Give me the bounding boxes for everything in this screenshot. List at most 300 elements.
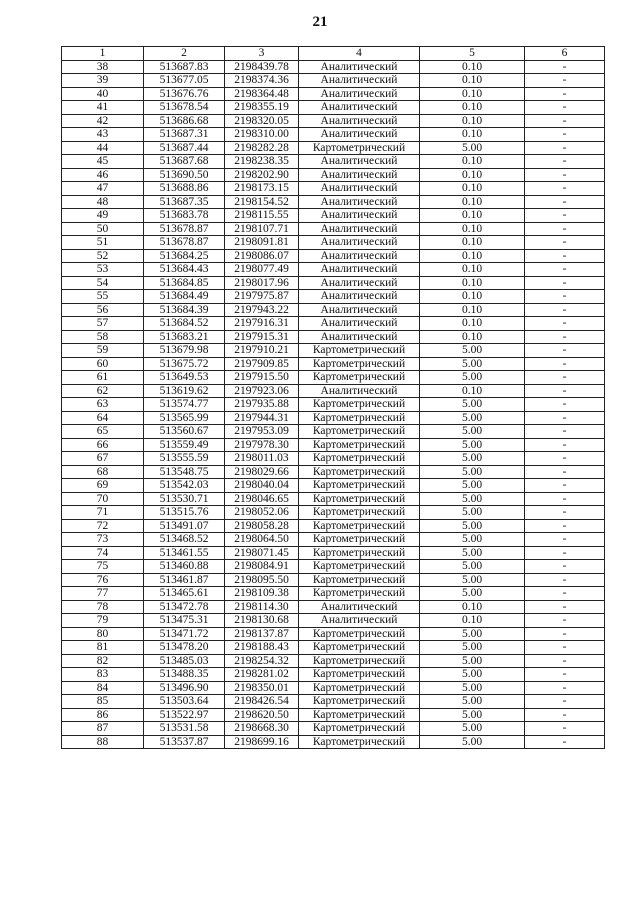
accuracy-cell: 0.10	[420, 87, 525, 101]
coordinate-y-cell: 2198364.48	[225, 87, 299, 101]
coordinate-x-cell: 513531.58	[144, 722, 225, 736]
point-number-cell: 43	[62, 128, 144, 142]
table-row	[62, 654, 605, 668]
point-number-cell: 80	[62, 627, 144, 641]
table-row	[62, 263, 605, 277]
coordinate-x-cell: 513478.20	[144, 641, 225, 655]
coordinate-y-cell: 2198115.55	[225, 209, 299, 223]
point-number-cell: 76	[62, 573, 144, 587]
accuracy-cell: 5.00	[420, 411, 525, 425]
table-row	[62, 330, 605, 344]
point-number-cell: 52	[62, 249, 144, 263]
accuracy-cell: 0.10	[420, 276, 525, 290]
coordinate-x-cell: 513649.53	[144, 371, 225, 385]
table-row	[62, 600, 605, 614]
note-cell: -	[525, 573, 605, 587]
note-cell: -	[525, 357, 605, 371]
coordinate-x-cell: 513496.90	[144, 681, 225, 695]
coordinate-x-cell: 513684.39	[144, 303, 225, 317]
page-number: 21	[312, 14, 328, 30]
column-header: 1	[62, 47, 144, 61]
accuracy-cell: 0.10	[420, 60, 525, 74]
accuracy-cell: 0.10	[420, 600, 525, 614]
table-row	[62, 195, 605, 209]
accuracy-cell: 5.00	[420, 627, 525, 641]
accuracy-cell: 5.00	[420, 654, 525, 668]
method-cell: Картометрический	[299, 546, 420, 560]
point-number-cell: 56	[62, 303, 144, 317]
accuracy-cell: 0.10	[420, 209, 525, 223]
coordinate-y-cell: 2197915.31	[225, 330, 299, 344]
point-number-cell: 41	[62, 101, 144, 115]
table-row	[62, 479, 605, 493]
coordinate-x-cell: 513491.07	[144, 519, 225, 533]
accuracy-cell: 5.00	[420, 546, 525, 560]
accuracy-cell: 0.10	[420, 74, 525, 88]
note-cell: -	[525, 290, 605, 304]
accuracy-cell: 5.00	[420, 668, 525, 682]
table-row	[62, 303, 605, 317]
point-number-cell: 55	[62, 290, 144, 304]
method-cell: Картометрический	[299, 398, 420, 412]
point-number-cell: 73	[62, 533, 144, 547]
point-number-cell: 78	[62, 600, 144, 614]
point-number-cell: 38	[62, 60, 144, 74]
table-row	[62, 735, 605, 749]
accuracy-cell: 0.10	[420, 614, 525, 628]
table-row	[62, 290, 605, 304]
table-row	[62, 533, 605, 547]
note-cell: -	[525, 168, 605, 182]
method-cell: Картометрический	[299, 708, 420, 722]
accuracy-cell: 5.00	[420, 587, 525, 601]
table-row	[62, 155, 605, 169]
method-cell: Картометрический	[299, 735, 420, 749]
point-number-cell: 50	[62, 222, 144, 236]
coordinate-y-cell: 2198281.02	[225, 668, 299, 682]
note-cell: -	[525, 465, 605, 479]
accuracy-cell: 0.10	[420, 384, 525, 398]
method-cell: Аналитический	[299, 600, 420, 614]
accuracy-cell: 0.10	[420, 317, 525, 331]
accuracy-cell: 5.00	[420, 425, 525, 439]
coordinate-y-cell: 2197944.31	[225, 411, 299, 425]
method-cell: Картометрический	[299, 533, 420, 547]
accuracy-cell: 5.00	[420, 708, 525, 722]
coordinate-y-cell: 2198355.19	[225, 101, 299, 115]
table-row	[62, 398, 605, 412]
coordinate-y-cell: 2198052.06	[225, 506, 299, 520]
note-cell: -	[525, 155, 605, 169]
note-cell: -	[525, 249, 605, 263]
coordinate-y-cell: 2197910.21	[225, 344, 299, 358]
method-cell: Картометрический	[299, 654, 420, 668]
table-row	[62, 411, 605, 425]
coordinate-y-cell: 2198374.36	[225, 74, 299, 88]
point-number-cell: 53	[62, 263, 144, 277]
point-number-cell: 70	[62, 492, 144, 506]
accuracy-cell: 5.00	[420, 506, 525, 520]
note-cell: -	[525, 330, 605, 344]
coordinate-y-cell: 2198282.28	[225, 141, 299, 155]
point-number-cell: 84	[62, 681, 144, 695]
note-cell: -	[525, 114, 605, 128]
table-row	[62, 560, 605, 574]
table-row	[62, 452, 605, 466]
accuracy-cell: 5.00	[420, 465, 525, 479]
header-row	[62, 47, 605, 61]
accuracy-cell: 5.00	[420, 438, 525, 452]
note-cell: -	[525, 344, 605, 358]
point-number-cell: 59	[62, 344, 144, 358]
method-cell: Картометрический	[299, 681, 420, 695]
column-header: 6	[525, 47, 605, 61]
table-row	[62, 141, 605, 155]
point-number-cell: 49	[62, 209, 144, 223]
method-cell: Картометрический	[299, 479, 420, 493]
coordinate-y-cell: 2198130.68	[225, 614, 299, 628]
coordinates-table	[61, 46, 605, 749]
coordinate-x-cell: 513548.75	[144, 465, 225, 479]
method-cell: Аналитический	[299, 384, 420, 398]
coordinate-x-cell: 513684.43	[144, 263, 225, 277]
coordinate-y-cell: 2198086.07	[225, 249, 299, 263]
note-cell: -	[525, 141, 605, 155]
coordinate-x-cell: 513515.76	[144, 506, 225, 520]
point-number-cell: 40	[62, 87, 144, 101]
coordinate-y-cell: 2198439.78	[225, 60, 299, 74]
accuracy-cell: 5.00	[420, 722, 525, 736]
table-row	[62, 425, 605, 439]
note-cell: -	[525, 303, 605, 317]
accuracy-cell: 0.10	[420, 182, 525, 196]
coordinate-y-cell: 2197953.09	[225, 425, 299, 439]
coordinate-x-cell: 513461.55	[144, 546, 225, 560]
table-row	[62, 641, 605, 655]
point-number-cell: 54	[62, 276, 144, 290]
coordinate-y-cell: 2198238.35	[225, 155, 299, 169]
point-number-cell: 62	[62, 384, 144, 398]
note-cell: -	[525, 708, 605, 722]
note-cell: -	[525, 128, 605, 142]
coordinate-y-cell: 2198095.50	[225, 573, 299, 587]
note-cell: -	[525, 614, 605, 628]
method-cell: Картометрический	[299, 519, 420, 533]
note-cell: -	[525, 263, 605, 277]
coordinate-x-cell: 513684.85	[144, 276, 225, 290]
coordinate-y-cell: 2198071.45	[225, 546, 299, 560]
accuracy-cell: 0.10	[420, 195, 525, 209]
method-cell: Картометрический	[299, 425, 420, 439]
coordinate-x-cell: 513687.68	[144, 155, 225, 169]
table-row	[62, 74, 605, 88]
method-cell: Картометрический	[299, 357, 420, 371]
coordinate-x-cell: 513555.59	[144, 452, 225, 466]
method-cell: Аналитический	[299, 195, 420, 209]
coordinate-x-cell: 513687.83	[144, 60, 225, 74]
coordinate-x-cell: 513686.68	[144, 114, 225, 128]
coordinate-x-cell: 513522.97	[144, 708, 225, 722]
coordinate-y-cell: 2198077.49	[225, 263, 299, 277]
coordinate-x-cell: 513683.21	[144, 330, 225, 344]
coordinate-y-cell: 2198202.90	[225, 168, 299, 182]
point-number-cell: 71	[62, 506, 144, 520]
coordinate-x-cell: 513559.49	[144, 438, 225, 452]
coordinate-x-cell: 513678.54	[144, 101, 225, 115]
coordinate-x-cell: 513530.71	[144, 492, 225, 506]
coordinate-x-cell: 513465.61	[144, 587, 225, 601]
point-number-cell: 82	[62, 654, 144, 668]
note-cell: -	[525, 627, 605, 641]
method-cell: Аналитический	[299, 182, 420, 196]
coordinate-x-cell: 513619.62	[144, 384, 225, 398]
coordinate-x-cell: 513537.87	[144, 735, 225, 749]
table-row	[62, 695, 605, 709]
method-cell: Картометрический	[299, 492, 420, 506]
accuracy-cell: 5.00	[420, 573, 525, 587]
accuracy-cell: 5.00	[420, 398, 525, 412]
method-cell: Аналитический	[299, 128, 420, 142]
coordinate-y-cell: 2198040.04	[225, 479, 299, 493]
table-row	[62, 236, 605, 250]
coordinate-x-cell: 513488.35	[144, 668, 225, 682]
note-cell: -	[525, 425, 605, 439]
point-number-cell: 85	[62, 695, 144, 709]
note-cell: -	[525, 384, 605, 398]
point-number-cell: 47	[62, 182, 144, 196]
accuracy-cell: 0.10	[420, 114, 525, 128]
coordinate-x-cell: 513676.76	[144, 87, 225, 101]
method-cell: Аналитический	[299, 87, 420, 101]
table-row	[62, 182, 605, 196]
note-cell: -	[525, 506, 605, 520]
point-number-cell: 58	[62, 330, 144, 344]
coordinate-x-cell: 513687.31	[144, 128, 225, 142]
accuracy-cell: 0.10	[420, 263, 525, 277]
coordinate-y-cell: 2197909.85	[225, 357, 299, 371]
method-cell: Аналитический	[299, 263, 420, 277]
point-number-cell: 64	[62, 411, 144, 425]
point-number-cell: 77	[62, 587, 144, 601]
method-cell: Аналитический	[299, 276, 420, 290]
coordinate-y-cell: 2197935.88	[225, 398, 299, 412]
coordinate-x-cell: 513461.87	[144, 573, 225, 587]
point-number-cell: 75	[62, 560, 144, 574]
accuracy-cell: 5.00	[420, 479, 525, 493]
coordinate-y-cell: 2198173.15	[225, 182, 299, 196]
coordinate-x-cell: 513687.35	[144, 195, 225, 209]
coordinate-y-cell: 2198058.28	[225, 519, 299, 533]
note-cell: -	[525, 398, 605, 412]
note-cell: -	[525, 236, 605, 250]
coordinate-x-cell: 513485.03	[144, 654, 225, 668]
column-header: 3	[225, 47, 299, 61]
note-cell: -	[525, 438, 605, 452]
coordinate-x-cell: 513683.78	[144, 209, 225, 223]
table-row	[62, 317, 605, 331]
note-cell: -	[525, 722, 605, 736]
note-cell: -	[525, 195, 605, 209]
table-row	[62, 87, 605, 101]
coordinate-y-cell: 2198426.54	[225, 695, 299, 709]
method-cell: Картометрический	[299, 641, 420, 655]
point-number-cell: 67	[62, 452, 144, 466]
point-number-cell: 46	[62, 168, 144, 182]
coordinate-y-cell: 2198350.01	[225, 681, 299, 695]
method-cell: Аналитический	[299, 209, 420, 223]
accuracy-cell: 5.00	[420, 371, 525, 385]
accuracy-cell: 5.00	[420, 357, 525, 371]
note-cell: -	[525, 222, 605, 236]
point-number-cell: 39	[62, 74, 144, 88]
table-row	[62, 438, 605, 452]
coordinate-x-cell: 513472.78	[144, 600, 225, 614]
coordinate-y-cell: 2198017.96	[225, 276, 299, 290]
coordinate-y-cell: 2197978.30	[225, 438, 299, 452]
table-row	[62, 627, 605, 641]
coordinate-y-cell: 2197975.87	[225, 290, 299, 304]
method-cell: Картометрический	[299, 627, 420, 641]
coordinate-x-cell: 513690.50	[144, 168, 225, 182]
accuracy-cell: 0.10	[420, 155, 525, 169]
method-cell: Картометрический	[299, 452, 420, 466]
coordinate-x-cell: 513677.05	[144, 74, 225, 88]
point-number-cell: 42	[62, 114, 144, 128]
coordinate-x-cell: 513542.03	[144, 479, 225, 493]
coordinate-y-cell: 2198029.66	[225, 465, 299, 479]
note-cell: -	[525, 209, 605, 223]
table-row	[62, 371, 605, 385]
method-cell: Картометрический	[299, 560, 420, 574]
method-cell: Аналитический	[299, 74, 420, 88]
method-cell: Картометрический	[299, 344, 420, 358]
point-number-cell: 81	[62, 641, 144, 655]
note-cell: -	[525, 371, 605, 385]
method-cell: Аналитический	[299, 114, 420, 128]
note-cell: -	[525, 492, 605, 506]
point-number-cell: 48	[62, 195, 144, 209]
accuracy-cell: 0.10	[420, 290, 525, 304]
method-cell: Аналитический	[299, 249, 420, 263]
coordinate-x-cell: 513565.99	[144, 411, 225, 425]
note-cell: -	[525, 546, 605, 560]
table-row	[62, 681, 605, 695]
table-row	[62, 546, 605, 560]
method-cell: Аналитический	[299, 60, 420, 74]
coordinate-y-cell: 2198091.81	[225, 236, 299, 250]
note-cell: -	[525, 681, 605, 695]
column-header: 4	[299, 47, 420, 61]
table-row	[62, 573, 605, 587]
point-number-cell: 72	[62, 519, 144, 533]
note-cell: -	[525, 74, 605, 88]
coordinate-x-cell: 513560.67	[144, 425, 225, 439]
method-cell: Картометрический	[299, 438, 420, 452]
point-number-cell: 61	[62, 371, 144, 385]
column-header: 5	[420, 47, 525, 61]
coordinate-x-cell: 513678.87	[144, 222, 225, 236]
accuracy-cell: 5.00	[420, 519, 525, 533]
table-row	[62, 128, 605, 142]
coordinate-y-cell: 2198011.03	[225, 452, 299, 466]
coordinate-y-cell: 2198699.16	[225, 735, 299, 749]
coordinate-y-cell: 2198154.52	[225, 195, 299, 209]
coordinate-y-cell: 2198188.43	[225, 641, 299, 655]
method-cell: Картометрический	[299, 695, 420, 709]
table-header	[62, 47, 605, 61]
accuracy-cell: 0.10	[420, 168, 525, 182]
coordinate-x-cell: 513687.44	[144, 141, 225, 155]
note-cell: -	[525, 276, 605, 290]
table-row	[62, 344, 605, 358]
coordinate-y-cell: 2198064.50	[225, 533, 299, 547]
accuracy-cell: 5.00	[420, 533, 525, 547]
method-cell: Аналитический	[299, 101, 420, 115]
coordinate-x-cell: 513468.52	[144, 533, 225, 547]
table-row	[62, 506, 605, 520]
note-cell: -	[525, 519, 605, 533]
point-number-cell: 66	[62, 438, 144, 452]
table-row	[62, 722, 605, 736]
table-row	[62, 587, 605, 601]
point-number-cell: 63	[62, 398, 144, 412]
table-row	[62, 492, 605, 506]
point-number-cell: 88	[62, 735, 144, 749]
coordinate-x-cell: 513688.86	[144, 182, 225, 196]
coordinate-x-cell: 513684.52	[144, 317, 225, 331]
method-cell: Аналитический	[299, 330, 420, 344]
coordinate-y-cell: 2197915.50	[225, 371, 299, 385]
coordinate-x-cell: 513471.72	[144, 627, 225, 641]
accuracy-cell: 0.10	[420, 222, 525, 236]
coordinate-y-cell: 2197943.22	[225, 303, 299, 317]
method-cell: Аналитический	[299, 303, 420, 317]
coordinate-x-cell: 513503.64	[144, 695, 225, 709]
accuracy-cell: 5.00	[420, 681, 525, 695]
table-row	[62, 114, 605, 128]
table-row	[62, 222, 605, 236]
coordinate-x-cell: 513675.72	[144, 357, 225, 371]
accuracy-cell: 0.10	[420, 101, 525, 115]
method-cell: Картометрический	[299, 371, 420, 385]
method-cell: Аналитический	[299, 168, 420, 182]
table-row	[62, 668, 605, 682]
method-cell: Картометрический	[299, 411, 420, 425]
method-cell: Картометрический	[299, 141, 420, 155]
method-cell: Аналитический	[299, 317, 420, 331]
coordinate-x-cell: 513475.31	[144, 614, 225, 628]
point-number-cell: 44	[62, 141, 144, 155]
accuracy-cell: 5.00	[420, 641, 525, 655]
table-row	[62, 614, 605, 628]
coordinate-y-cell: 2197916.31	[225, 317, 299, 331]
coordinate-y-cell: 2198668.30	[225, 722, 299, 736]
note-cell: -	[525, 452, 605, 466]
note-cell: -	[525, 654, 605, 668]
note-cell: -	[525, 587, 605, 601]
coordinate-y-cell: 2198084.91	[225, 560, 299, 574]
coordinate-x-cell: 513574.77	[144, 398, 225, 412]
method-cell: Картометрический	[299, 465, 420, 479]
table-row	[62, 357, 605, 371]
point-number-cell: 87	[62, 722, 144, 736]
note-cell: -	[525, 668, 605, 682]
note-cell: -	[525, 182, 605, 196]
accuracy-cell: 5.00	[420, 560, 525, 574]
note-cell: -	[525, 695, 605, 709]
coordinate-x-cell: 513678.87	[144, 236, 225, 250]
method-cell: Аналитический	[299, 222, 420, 236]
